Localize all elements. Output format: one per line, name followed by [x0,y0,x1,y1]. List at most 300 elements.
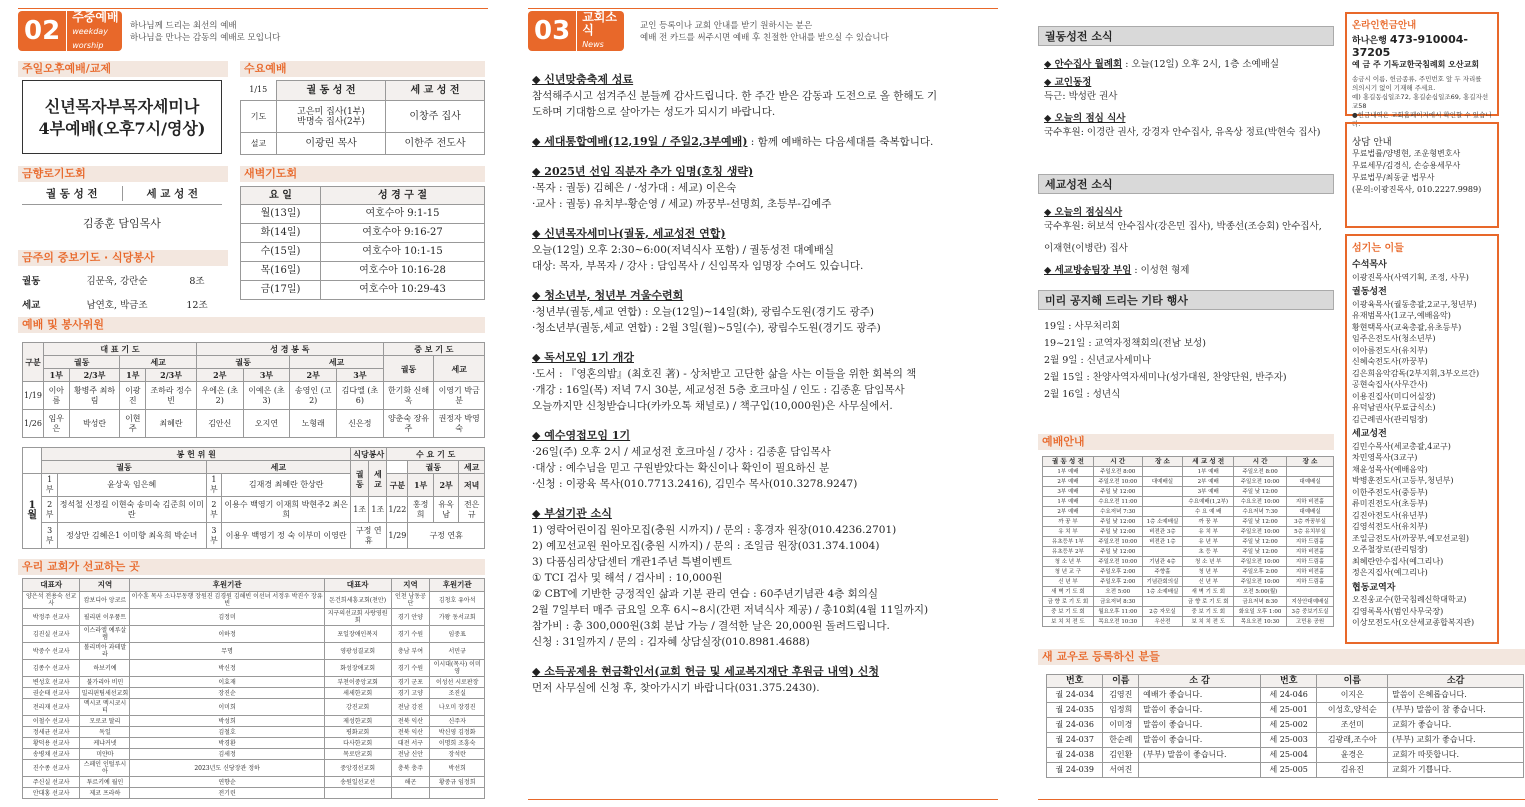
sunday-pm-box: 신년목자부목자세미나 4부예배(오후7시/영상) [22,80,222,154]
table-cell: 조선미 [1317,718,1388,733]
table-cell: 새 벽 기 도 회 [1043,587,1094,597]
event-item: 2월 15일 : 찬양사역자세미나(성가대원, 찬양단원, 반주자) [1044,372,1287,383]
table-cell: 궐동 [22,276,41,287]
staff-item: 류미진전도사(초등부) [1352,499,1428,508]
table-cell: 세교 [206,461,351,474]
table-cell: 궐 24-034 [1047,688,1103,703]
table-cell: 3부 [206,523,222,549]
table-cell: 이지은 [1317,688,1388,703]
table-cell: 김광래,조수아 [1317,733,1388,748]
table-cell: 목로탄교회 [324,749,391,760]
news-heading-text: ◆ 신년목자세미나(궐동, 세교성전 연합) [532,227,726,240]
table-cell: 권정자 박영숙 [434,410,485,438]
table-cell: 청 소 년 부 [1043,557,1094,567]
table-cell: 2/3부 [69,369,120,382]
table-cell: 지역 [391,579,430,592]
table-cell: 세교 [290,356,383,369]
table-cell: 이현주 [120,410,146,438]
news-line: 국수후원: 이경란 권사, 강경자 안수집사, 유옥상 정료(박현숙 집사) [1044,127,1321,138]
news-list [532,72,998,710]
table-cell: 경기 수원 [391,660,430,677]
table-cell: 2부 예배 [1043,477,1094,487]
news-line: 3) 다품심리상담센터 개관1주년 특별이벤트 [532,556,732,568]
table-row [23,626,485,643]
news-heading [532,506,998,522]
table-cell: 이성선 시로판장 [430,677,485,688]
table-cell: 저녁 [459,474,485,497]
event-item: 19~21일 : 교역자정책회의(전남 보성) [1044,338,1206,349]
table-row [23,579,485,592]
table-cell: 주일 낮 12:00 [1234,517,1287,527]
table-cell: 1부 [42,474,58,497]
table-cell: 구정 연휴 [408,523,485,549]
table-cell: 1부 예배 [1043,497,1094,507]
table-cell: 김영진 [1103,688,1139,703]
table-cell: (부부) 말씀이 참 좋습니다. [1388,703,1524,718]
wednesday-table: 1/15 궐 동 성 전 세 교 성 전 기도 고은미 집사(1부) 박명숙 집사(2부) 이창주 집사 설교 이광린 목사 이한주 전도사 [240,80,485,155]
duty-table [22,342,485,438]
news-line: ·청년부(궐동,세교 연합) : 오늘(12일)~14일(화), 광림수도원(경기도 광주) [532,306,874,318]
table-cell: 주일 낮 12:00 [1234,537,1287,547]
table-cell [1287,467,1334,477]
table-cell: 주일오전 8:00 [1234,467,1287,477]
table-cell: 2층 자모실 [1142,607,1183,617]
news-item [532,72,998,120]
event-item: 2월 9일 : 신년교사세미나 [1044,355,1151,366]
table-cell [1142,497,1183,507]
table-cell: 화요일 오후 1:00 [1234,607,1287,617]
table-cell: 세교 [120,356,196,369]
news-heading-text: ◆ 예수영접모임 1기 [532,429,631,442]
table-cell: 한순례 [1103,733,1139,748]
table-row [1047,675,1524,688]
news-line: ·청소년부(궐동,세교 연합) : 2월 3일(월)~5일(수), 광림수도원(경기도 광주) [532,322,881,334]
news-heading-text: ◆ 독서모임 1기 개강 [532,351,634,364]
table-cell: 이철수 선교사 [23,716,80,727]
table-cell: 임중표 [430,626,485,643]
table-cell: 이스라엘 예루살렘 [80,626,130,643]
table-cell: 독일 [80,727,130,738]
news-line: 득근: 박성란 권사 [1044,91,1118,102]
table-cell: 수 요 기 도 [387,448,485,461]
table-cell: 2부 예배 [1183,477,1234,487]
table-cell: 이름 [1103,675,1139,688]
page-03 [528,6,998,801]
news-item [532,134,998,150]
table-cell: 지하 드림홀 [1287,537,1334,547]
table-cell: 중 보 기 도 회 [1043,607,1094,617]
staff-item: 김영록목사(범인사무국장) [1352,606,1444,616]
news-heading-text: ◆ 신년맞춤축제 성료 [532,73,634,86]
news-heading [532,164,998,180]
staff-item: 유재범목사(1교구,예배음악) [1352,311,1451,320]
news-line: ·목자 : 궐동) 김혜은 / ·성가대 : 세교) 이은숙 [532,182,737,194]
table-cell: 예배가 좋습니다. [1139,688,1261,703]
table-cell: 정상만 김혜은1 이미향 최옥희 박순녀 [57,523,206,549]
table-cell: 안대홍 선교사 [23,788,80,799]
staff-item: 이아름전도사(유치부) [1352,345,1428,355]
table-cell: 말씀이 좋습니다. [1139,718,1261,733]
table-cell: 경기 군포 [391,677,430,688]
table-cell: 수요예배(1,2부) [1183,497,1234,507]
table-row [1043,607,1334,617]
table-cell: 한기화 신해옥 [383,382,434,410]
table-cell: 박성희 [130,716,324,727]
page-number: 03 [534,16,571,46]
table-cell: 세교 [434,356,485,382]
staff-item: 이한주전도사(중등부) [1352,487,1428,497]
table-cell: 세교 [369,461,387,497]
news-item [532,506,998,650]
table-cell: 지상안대예배실 [1287,597,1334,607]
table-cell: 윤상욱 임은혜 [57,474,206,497]
staff-item: 오진웅교수(한국침례신학대학교) [1352,595,1467,604]
table-row [1043,457,1334,467]
staff-item: 이광진목사(사역기획, 조정, 사무) [1352,272,1469,282]
table-cell: 이름 [1317,675,1388,688]
table-cell: (부부) 교회가 좋습니다. [1388,733,1524,748]
table-cell: 박정주 선교사 [23,609,80,626]
table-cell: 황병주 최하림 [69,382,120,410]
table-cell: 궐동 [42,461,206,474]
table-cell: 주일오전 10:00 [1234,477,1287,487]
table-cell: 세 25-004 [1260,748,1316,763]
table-cell: 제성한교회 [324,716,391,727]
table-cell: 필리핀 이우품트 [80,609,130,626]
table-cell: 전기린 [130,788,324,799]
table-row [241,224,485,243]
table-cell: 수 요 예 배 [1183,507,1234,517]
table-cell: 서여진 [1103,763,1139,778]
table-cell: 캄보디아 앙코르 [80,592,130,609]
table-cell: 대표자 [324,579,391,592]
table-cell: 주향홀 [1142,567,1183,577]
events-title: 미리 공지해 드리는 기타 행사 [1038,290,1334,310]
table-cell: 3부 [243,369,290,382]
table-cell: 기념관회의실 [1142,577,1183,587]
table-row [23,727,485,738]
table-cell: 박선희 [430,760,485,777]
table-cell: 유 치 부 [1043,527,1094,537]
table-cell: 지하 드림홀 [1287,557,1334,567]
table-cell [1287,587,1334,597]
table-cell [430,788,485,799]
table-cell: 남연호, 박금조 [86,300,148,311]
table-cell: 5층 유치부실 [1287,527,1334,537]
table-cell: 김안신 [196,410,243,438]
news-line: ② CBT에 기반한 긍정적인 삶과 기분 관리 연습 : 60주년기념관 4층 회의실 [532,588,879,600]
news-heading-text: ◆ 부설기관 소식 [532,507,612,520]
table-cell: 돈건희세흥교회(천안) [324,592,391,609]
table-cell: 여호수아 10:1-15 [321,243,485,262]
table-row [1043,577,1334,587]
table-cell: 후원기관 [430,579,485,592]
table-cell: 이미희 [130,699,324,716]
table-cell: 3부 예배 [1043,487,1094,497]
table-cell: 월요오후 11:00 [1093,607,1142,617]
news-line: 참가비 : 총 300,000원(3회 분납 가능 / 결석한 날은 20,000원 돌려드립니다. [532,620,890,632]
table-cell: 윤경은 [1317,748,1388,763]
table-cell: 주일 낮 12:00 [1093,487,1142,497]
news-line: 참석해주시고 섬겨주신 분들께 감사드립니다. 한 주간 받은 감동과 도전으로 올 한해도 기 [532,90,938,102]
table-cell: 세교 [459,461,485,474]
worship-guide-table [1042,456,1334,627]
table-cell: 전은규 [459,497,485,523]
table-cell: 금(17일) [241,281,321,300]
staff-item: 오주철장로(관리팀장) [1352,545,1428,554]
news-heading [532,288,998,304]
table-cell: 나오미 장경진 [430,699,485,716]
table-cell: 번호 [1047,675,1103,688]
table-row [241,243,485,262]
table-cell [387,461,408,474]
table-cell: 이광진 [120,382,146,410]
news-heading [532,226,998,242]
new-members-title: 새 교우로 등록하신 분들 [1038,649,1525,665]
table-cell [1142,547,1183,557]
table-cell: 주일오전 8:00 [1093,467,1142,477]
table-cell: 1부 [120,369,146,382]
table-cell: 시 간 [1093,457,1142,467]
table-cell: 대전 서구 [391,738,430,749]
table-cell: 김청호 유아석 [430,592,485,609]
table-cell: 이예은 (초3) [243,382,290,410]
table-cell: 정석철 신정길 이현숙 송미숙 김준희 이미란 [57,497,206,523]
table-cell: 임우은 [43,410,69,438]
event-item: 2월 16일 : 성년식 [1044,389,1121,400]
mission-table [22,578,485,799]
news-item [532,664,998,696]
news-heading-text: ◆ 2025년 선임 직분자 추가 임명(호칭 생략) [532,165,754,178]
table-cell: 주일 낮 12:00 [1093,517,1142,527]
table-cell: 기념관 4층 [1142,557,1183,567]
table-cell: 수(15일) [241,243,321,262]
table-row [23,410,485,438]
table-cell: 1부 예배 [1043,467,1094,477]
table-cell: 궐 24-035 [1047,703,1103,718]
table-cell: 교회가 따뜻합니다. [1388,748,1524,763]
news-heading-text: ◆ 소득공제용 현금확인서(교회 헌금 및 세교복지재단 후원금 내역) 신청 [532,665,880,678]
table-cell: 포일장애인복지 [324,626,391,643]
table-cell: 장진순 [130,688,324,699]
table-cell: 인천 남동공단 [391,592,430,609]
table-cell: 다사한교회 [324,738,391,749]
table-row [23,356,485,369]
table-cell: 말씀이 은혜롭습니다. [1388,688,1524,703]
staff-item: 김민수목사(세교총괄,4교구) [1352,441,1451,451]
table-cell: 유 치 부 [1183,527,1234,537]
news-heading: ◆ 안수집사 월례회 [1044,59,1123,70]
table-cell: 성 경 봉 독 [196,343,383,356]
table-row [1047,688,1524,703]
table-cell: 수요오전 10:00 [1234,497,1287,507]
table-cell [391,788,430,799]
table-cell: 양춘숙 장유주 [383,410,434,438]
table-cell: 1/19 [23,382,44,410]
events-list [1044,318,1334,403]
table-cell: 식당봉사 [351,448,387,461]
table-cell [1142,467,1183,477]
table-cell: 궐 24-038 [1047,748,1103,763]
table-cell: 신 년 부 [1043,577,1094,587]
page-description: 하나님께 드리는 최선의 예배 하나님을 만나는 감동의 예배로 모입니다 [130,21,281,43]
segyo-news-title: 세교성전 소식 [1038,174,1334,194]
table-row [23,497,485,523]
dawn-prayer-table: 요 일 성 경 구 절 월(13일) 여호수아 9:1-15 화(14일) 여호수아 9:16-27 수(15일) 여호수아 10:1-15 목(16일) 여호수아 10:16-28 금(17일) 여호수아 10:29-43 [240,186,485,300]
table-cell [1142,487,1183,497]
staff-item: 신혜숙전도사(까꿍부) [1352,357,1428,366]
table-row [23,677,485,688]
table-row [23,643,485,660]
table-cell: 주일오후 2:00 [1234,567,1287,577]
table-cell: 주일오후 2:00 [1093,577,1142,587]
wednesday-title: 수요예배 [240,61,485,77]
table-cell: 보 치 치 전 도 [1043,617,1094,627]
table-cell: 지하 비전홀 [1287,547,1334,557]
table-cell: 월(13일) [241,205,321,224]
table-cell: 세교 [22,300,41,311]
table-row [1043,477,1334,487]
table-cell: 2023년도 신당장관 정하 [130,760,324,777]
page-title: 교회소식 News [576,11,624,51]
friday-prayer-title: 금향로기도회 [18,166,228,182]
table-cell: 김세정 [130,749,324,760]
staff-item: 조일금전도사(까꿍부,예꼬선교원) [1352,533,1469,543]
table-cell: 이성호,양석순 [1317,703,1388,718]
consult-item: 무료법률/양병현, 조운형변호사 [1352,149,1461,158]
staff-item: 이광육목사(궐동총괄,2교구,청년부) [1352,299,1477,309]
table-cell: 전리재 선교사 [23,699,80,716]
table-cell: 송원일선교선 [324,777,391,788]
news-heading: ◆ 세교방송팀장 부임 [1044,265,1132,276]
table-cell: 진수종 선교사 [23,760,80,777]
meal-service-title: 금주의 중보기도 · 식당봉사 [18,250,228,266]
table-row [1043,517,1334,527]
news-line: 도하며 기대함으로 살아가는 성도가 되시기 바랍니다. [532,106,776,118]
news-heading [532,134,998,150]
staff-item: 임주은전도사(청소년부) [1352,334,1436,343]
news-heading [532,350,998,366]
table-row [1043,587,1334,597]
news-item [532,428,998,492]
table-cell: 3부 [337,369,384,382]
table-cell: 주일오전 10:00 [1093,537,1142,547]
sunday-pm-title: 주일오후예배/교제 [18,61,228,77]
table-cell: 교회가 기쁩니다. [1388,763,1524,778]
table-cell: 2/3부 [146,369,197,382]
table-cell: 불가리아 비민 [80,677,130,688]
news-line: 이재현(이병란) 집사 [1044,243,1128,254]
duty-title: 예배 및 봉사위원 [18,317,485,333]
table-cell: 청 년 교 구 [1043,567,1094,577]
news-line: 1) 영락어린이집 원아모집(충원 시까지) / 문의 : 홍경자 원장(010.4236.2701) [532,524,897,536]
staff-item: 김근례권사(관리팀장) [1352,414,1428,424]
table-row [23,448,485,461]
table-cell: 세 25-002 [1260,718,1316,733]
table-cell: 화성장애교회 [324,660,391,677]
new-members-table [1046,674,1524,778]
news-line: 오늘까지만 신청받습니다(카카오톡 채널로) / 책구입(10,000원)은 사무실에서. [532,400,893,412]
table-row [241,205,485,224]
table-cell: 주일오전 10:00 [1234,577,1287,587]
table-cell [23,448,42,474]
table-cell: 궐 24-036 [1047,718,1103,733]
table-cell: 투르키예 월인 [80,777,130,788]
table-row [23,688,485,699]
table-cell: 중 보 기 도 [383,343,484,356]
table-row [1047,763,1524,778]
news-line: ·대상 : 예수님을 믿고 구원받았다는 확신이나 확인이 필요하신 분 [532,462,830,474]
table-cell: 대예배실 [1287,477,1334,487]
table-row [1043,567,1334,577]
table-cell: 3부 예배 [1183,487,1234,497]
staff-item: 공현숙집사(사무간사) [1352,380,1428,389]
table-cell: 1층 소예배실 [1142,517,1183,527]
table-cell: 권순태 선교사 [23,688,80,699]
table-row [1043,617,1334,627]
table-cell: 충남 부여 [391,643,430,660]
table-cell: 우산전 [1142,617,1183,627]
table-cell: 세 25-003 [1260,733,1316,748]
offering-table [22,447,485,549]
table-cell: 궐 24-039 [1047,763,1103,778]
staff-box: 섬기는 이들 수석목사 이광진목사(사역기획, 조정, 사무) 궐동성전 이광육목사(궐동총괄,2교구,청년부) 유재범목사(1교구,예배음악) 황현택목사(교육총괄,유초등부) 임주은전도사(청소년부) 이아름전도사(유치부) 신혜숙전도사(까꿍부) 김은희음악감독(2부지휘,3부오르간) 공현숙집사(사무간사) 이용진집사(미디어실장) 유덕남권사(무료급식소) 김근례권사(관리팀장) 세교성전 김민수목사(세교총괄,4교구) 차민영목사(3교구) 채윤성목사(예배음악) 박병훈전도사(고등부,청년부) 이한주전도사(중등부) 류미진전도사(초등부) 김진아전도사(유년부) 김영석전도사(유치부) 조일금전도사(까꿍부,예꼬선교원) 오주철장로(관리팀장) 최혜란안수집사(예그리나) 정은지집사(예그리나) 협동교역자 오진웅교수(한국침례신학대학교) 김영록목사(범인사무국장) 이상모전도사(오산세교종합복지관) [1345,234,1499,644]
table-cell: 김재경 최혜란 한상란 [222,474,351,497]
staff-item: 유덕남권사(무료급식소) [1352,403,1436,412]
table-cell: 1조 [351,497,369,523]
table-cell: 수요저녁 7:30 [1234,507,1287,517]
table-cell: (부부) 말씀이 좋습니다. [1139,748,1261,763]
news-line: ·교사 : 궐동) 유치부-황순영 / 세교) 까꿍부-선명희, 초등부-김예주 [532,198,832,210]
table-cell: 가왕 동서교회 [430,609,485,626]
table-cell: 조진실 [430,688,485,699]
table-cell: 박경환 [130,738,324,749]
table-cell: 주신실 선교사 [23,777,80,788]
table-cell: 금요저녁 8:30 [1234,597,1287,607]
table-cell: 하보키예 [80,660,130,677]
table-cell: 3부 [42,523,58,549]
page-03-badge [528,11,624,51]
table-cell: 비전관 3층 [1142,527,1183,537]
table-cell: 까 꿍 부 [1043,517,1094,527]
page-description: 교인 등록이나 교회 안내를 받기 원하시는 분은 예배 전 카드를 써주시면 예배 후 친절한 안내를 받으실 수 있습니다 [640,21,889,43]
table-cell: 지하 비전홀 [1287,567,1334,577]
staff-group-title: 수석목사 [1352,260,1387,270]
table-cell: 이용우 백영기 정 숙 이부미 이영란 [222,523,351,549]
table-cell: 유초등부 2부 [1043,547,1094,557]
table-row [1047,748,1524,763]
table-cell: 목(16일) [241,262,321,281]
table-cell: 여호수아 10:16-28 [321,262,485,281]
staff-group-title: 궐동성전 [1352,287,1387,297]
table-cell: 신 년 부 [1183,577,1234,587]
table-cell: 유 년 부 [1183,537,1234,547]
table-cell: 세 교 성 전 [1183,457,1234,467]
table-cell: 궐동 [43,356,119,369]
table-cell: 이수훈 목사 소나무동행 장원진 김경원 김해빈 이선녀 서정우 박진수 장유빈 [131,593,323,607]
table-cell: 세 25-005 [1260,763,1316,778]
table-cell: 이명희 조흥숙 [430,738,485,749]
table-cell: 홍정희 [408,497,434,523]
table-row [1043,497,1334,507]
news-line: ·신청 : 이광육 목사(010.7713.2416), 김민수 목사(010.3278.9247) [532,478,858,490]
table-cell: 8조 [189,276,205,287]
news-line: ·도서 : 『영혼의밤』(최호진 著) - 상처받고 고단한 삶을 사는 이들을 위한 회복의 책 [532,368,917,380]
table-cell: 이미경 [1103,718,1139,733]
table-row [23,592,485,609]
table-cell: 중앙경선교회 [324,760,391,777]
table-cell: 이아름 [43,382,69,410]
